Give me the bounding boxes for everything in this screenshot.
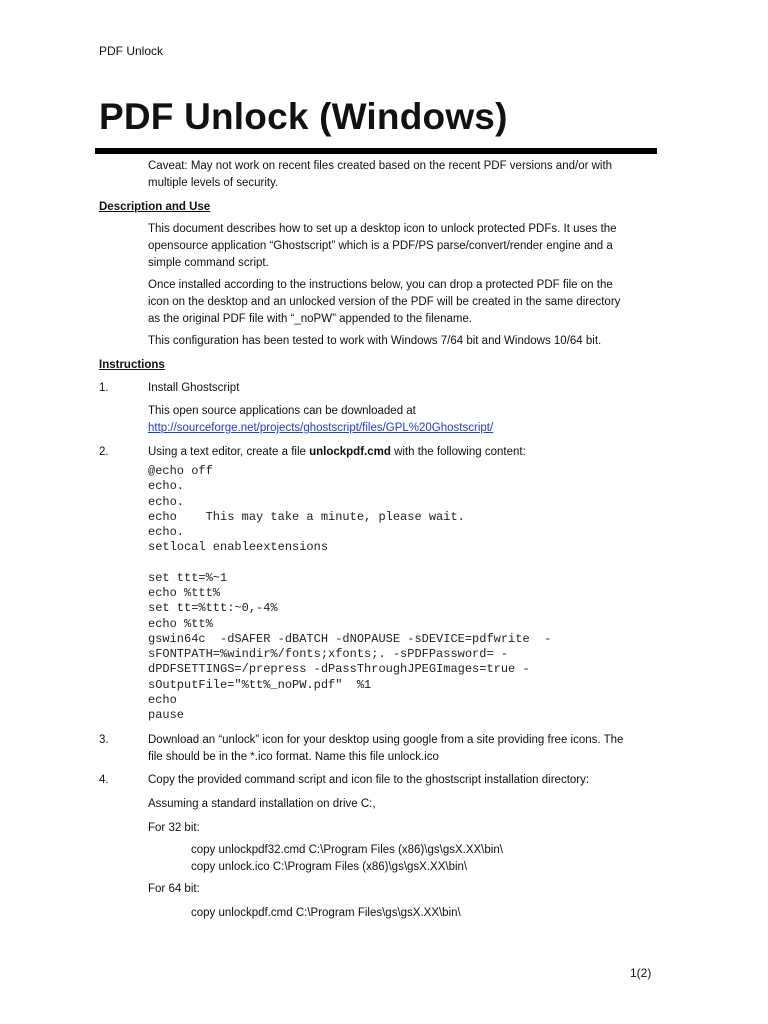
step-2-number: 2. (99, 446, 109, 458)
step-4-for-64-bit: For 64 bit: (148, 883, 200, 895)
running-header: PDF Unlock (99, 44, 164, 58)
copy-command-32-ico: copy unlock.ico C:\Program Files (x86)\gs\gsX.XX\bin\ (191, 861, 468, 873)
step-4-assumption: Assuming a standard installation on drive C:, (148, 798, 376, 810)
step-1-subtext: This open source applications can be downloaded at (148, 405, 416, 417)
step-1-text: Install Ghostscript (148, 382, 240, 394)
step-2-text-before: Using a text editor, create a file (148, 446, 310, 458)
step-1-number: 1. (99, 382, 109, 394)
step-2-text (148, 444, 526, 461)
copy-command-32-cmd: copy unlockpdf32.cmd C:\Program Files (x86)\gs\gsX.XX\bin\ (191, 844, 503, 856)
description-para1-line2: opensource application “Ghostscript” which is a PDF/PS parse/convert/render engine and a (148, 240, 613, 252)
ghostscript-download-link[interactable]: http://sourceforge.net/projects/ghostscript/files/GPL%20Ghostscript/ (148, 422, 494, 434)
section-heading-instructions: Instructions (99, 359, 165, 371)
step-4-for-32-bit: For 32 bit: (148, 822, 200, 834)
step-2-text-after: with the following content: (390, 446, 526, 458)
step-3-line-1: Download an “unlock” icon for your desktop using google from a site providing free icons. The (148, 734, 624, 746)
description-para2-line3: as the original PDF file with “_noPW” appended to the filename. (148, 313, 473, 325)
page-number: 1(2) (630, 966, 652, 980)
step-3-line-2: file should be in the *.ico format. Name this file unlock.ico (148, 751, 439, 763)
description-para1-line3: simple command script. (148, 257, 269, 269)
step-2-filename: unlockpdf.cmd (309, 446, 391, 458)
section-heading-description: Description and Use (99, 201, 211, 213)
copy-command-64-cmd: copy unlockpdf.cmd C:\Program Files\gs\gsX.XX\bin\ (191, 907, 461, 919)
command-script-code: @echo off echo. echo. echo This may take a minute, please wait. echo. setlocal enableextensions set ttt=%~1 echo %ttt% set tt=%ttt:~0,-4% echo %tt% gswin64c -dSAFER -dBATCH -dNOPAUSE -sDEVICE=pdfwrite - sFONTPATH=%windir%/fonts;xfonts;. -sPDFPassword= - dPDFSETTINGS=/prepress -dPassThroughJPEGImages=true - sOutputFile="%tt%_noPW.pdf" %1 echo pause (148, 464, 552, 722)
description-para1-line1: This document describes how to set up a desktop icon to unlock protected PDFs. It uses the (148, 223, 617, 235)
description-para2-line1: Once installed according to the instructions below, you can drop a protected PDF file on the (148, 279, 613, 291)
step-4-number: 4. (99, 774, 109, 786)
description-para2-line2: icon on the desktop and an unlocked version of the PDF will be created in the same directory (148, 296, 621, 308)
step-4-text: Copy the provided command script and icon file to the ghostscript installation directory: (148, 774, 590, 786)
caveat-line-1: Caveat: May not work on recent files created based on the recent PDF versions and/or with (148, 160, 613, 172)
description-para3: This configuration has been tested to work with Windows 7/64 bit and Windows 10/64 bit. (148, 335, 602, 347)
step-3-number: 3. (99, 734, 109, 746)
caveat-line-2: multiple levels of security. (148, 177, 279, 189)
title-divider (95, 148, 657, 154)
page-title: PDF Unlock (Windows) (99, 96, 508, 137)
